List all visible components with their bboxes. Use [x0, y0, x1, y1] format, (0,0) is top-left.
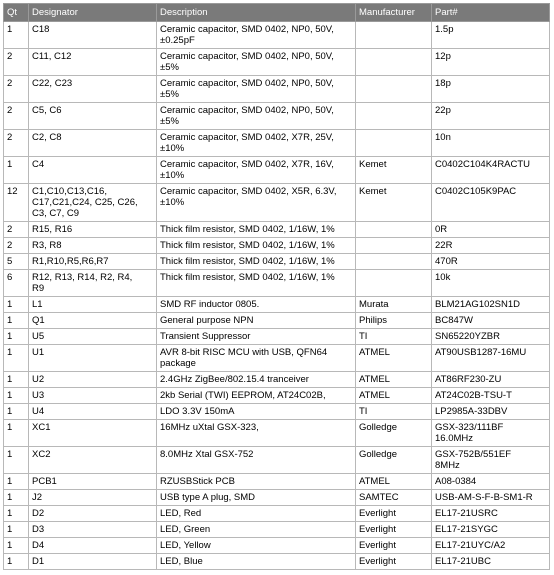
cell-description: Transient Suppressor — [157, 329, 356, 345]
cell-qt: 1 — [4, 522, 29, 538]
cell-manufacturer — [356, 222, 432, 238]
table-row — [4, 538, 550, 554]
cell-designator: R12, R13, R14, R2, R4, R9 — [29, 270, 157, 297]
cell-description: Ceramic capacitor, SMD 0402, X7R, 16V, ±10% — [157, 157, 356, 184]
cell-designator: D3 — [29, 522, 157, 538]
cell-manufacturer — [356, 238, 432, 254]
cell-manufacturer: Golledge — [356, 447, 432, 474]
cell-part-number: AT24C02B-TSU-T — [432, 388, 550, 404]
cell-part-number: EL17-21USRC — [432, 506, 550, 522]
cell-description: Ceramic capacitor, SMD 0402, NP0, 50V, ±5% — [157, 49, 356, 76]
cell-description: USB type A plug, SMD — [157, 490, 356, 506]
table-row — [4, 222, 550, 238]
table-row — [4, 184, 550, 222]
cell-part-number: 18p — [432, 76, 550, 103]
table-header — [4, 4, 550, 22]
cell-qt: 2 — [4, 238, 29, 254]
table-row — [4, 372, 550, 388]
table-row — [4, 313, 550, 329]
cell-designator: D2 — [29, 506, 157, 522]
cell-part-number: 22p — [432, 103, 550, 130]
table-row — [4, 238, 550, 254]
cell-manufacturer — [356, 130, 432, 157]
cell-designator: D4 — [29, 538, 157, 554]
cell-part-number: 1.5p — [432, 22, 550, 49]
table-row — [4, 506, 550, 522]
bom-table — [3, 3, 550, 570]
cell-designator: L1 — [29, 297, 157, 313]
cell-description: Ceramic capacitor, SMD 0402, X7R, 25V, ±10% — [157, 130, 356, 157]
cell-manufacturer: Kemet — [356, 184, 432, 222]
cell-description: Ceramic capacitor, SMD 0402, NP0, 50V, ±0.25pF — [157, 22, 356, 49]
cell-qt: 1 — [4, 447, 29, 474]
table-row — [4, 388, 550, 404]
cell-description: 16MHz uXtal GSX-323, — [157, 420, 356, 447]
cell-description: Ceramic capacitor, SMD 0402, X5R, 6.3V, ±10% — [157, 184, 356, 222]
table-row — [4, 345, 550, 372]
cell-description: Ceramic capacitor, SMD 0402, NP0, 50V, ±5% — [157, 103, 356, 130]
cell-description: 2kb Serial (TWI) EEPROM, AT24C02B, — [157, 388, 356, 404]
cell-qt: 2 — [4, 103, 29, 130]
cell-qt: 1 — [4, 22, 29, 49]
table-row — [4, 447, 550, 474]
cell-part-number: C0402C105K9PAC — [432, 184, 550, 222]
cell-part-number: C0402C104K4RACTU — [432, 157, 550, 184]
cell-part-number: GSX-323/111BF 16.0MHz — [432, 420, 550, 447]
cell-description: AVR 8-bit RISC MCU with USB, QFN64 package — [157, 345, 356, 372]
cell-manufacturer — [356, 22, 432, 49]
cell-qt: 1 — [4, 490, 29, 506]
cell-description: SMD RF inductor 0805. — [157, 297, 356, 313]
cell-qt: 1 — [4, 506, 29, 522]
table-row — [4, 130, 550, 157]
cell-manufacturer: TI — [356, 329, 432, 345]
cell-designator: R15, R16 — [29, 222, 157, 238]
cell-qt: 6 — [4, 270, 29, 297]
cell-manufacturer: Everlight — [356, 506, 432, 522]
table-row — [4, 254, 550, 270]
cell-designator: PCB1 — [29, 474, 157, 490]
cell-qt: 1 — [4, 345, 29, 372]
cell-qt: 12 — [4, 184, 29, 222]
table-row — [4, 103, 550, 130]
cell-qt: 1 — [4, 388, 29, 404]
cell-manufacturer: ATMEL — [356, 372, 432, 388]
cell-part-number: 22R — [432, 238, 550, 254]
cell-description: RZUSBStick PCB — [157, 474, 356, 490]
cell-description: Thick film resistor, SMD 0402, 1/16W, 1% — [157, 238, 356, 254]
cell-manufacturer: Everlight — [356, 554, 432, 570]
cell-qt: 1 — [4, 313, 29, 329]
cell-part-number: 10k — [432, 270, 550, 297]
cell-description: 8.0MHz Xtal GSX-752 — [157, 447, 356, 474]
cell-part-number: USB-AM-S-F-B-SM1-R — [432, 490, 550, 506]
cell-qt: 1 — [4, 420, 29, 447]
cell-qt: 2 — [4, 76, 29, 103]
cell-manufacturer: Golledge — [356, 420, 432, 447]
cell-description: LED, Red — [157, 506, 356, 522]
cell-description: Thick film resistor, SMD 0402, 1/16W, 1% — [157, 222, 356, 238]
cell-part-number: A08-0384 — [432, 474, 550, 490]
cell-designator: XC1 — [29, 420, 157, 447]
cell-designator: U3 — [29, 388, 157, 404]
cell-manufacturer: ATMEL — [356, 345, 432, 372]
cell-part-number: EL17-21SYGC — [432, 522, 550, 538]
cell-description: LED, Blue — [157, 554, 356, 570]
cell-designator: C1,C10,C13,C16, C17,C21,C24, C25, C26, C3, C7, C9 — [29, 184, 157, 222]
cell-manufacturer: Kemet — [356, 157, 432, 184]
cell-designator: C22, C23 — [29, 76, 157, 103]
header-manufacturer: Manufacturer — [356, 4, 432, 22]
cell-designator: C18 — [29, 22, 157, 49]
cell-part-number: GSX-752B/551EF 8MHz — [432, 447, 550, 474]
cell-part-number: LP2985A-33DBV — [432, 404, 550, 420]
cell-designator: U2 — [29, 372, 157, 388]
header-designator: Designator — [29, 4, 157, 22]
cell-qt: 1 — [4, 554, 29, 570]
cell-designator: C5, C6 — [29, 103, 157, 130]
header-description: Description — [157, 4, 356, 22]
cell-designator: J2 — [29, 490, 157, 506]
header-row — [4, 4, 550, 22]
cell-designator: R1,R10,R5,R6,R7 — [29, 254, 157, 270]
cell-part-number: EL17-21UBC — [432, 554, 550, 570]
cell-manufacturer: Philips — [356, 313, 432, 329]
header-qt: Qt — [4, 4, 29, 22]
header-part-number: Part# — [432, 4, 550, 22]
cell-part-number: AT86RF230-ZU — [432, 372, 550, 388]
table-body — [4, 22, 550, 570]
cell-manufacturer: Murata — [356, 297, 432, 313]
cell-qt: 1 — [4, 372, 29, 388]
table-row — [4, 49, 550, 76]
cell-description: General purpose NPN — [157, 313, 356, 329]
cell-designator: U1 — [29, 345, 157, 372]
table-row — [4, 554, 550, 570]
cell-manufacturer — [356, 49, 432, 76]
cell-manufacturer: Everlight — [356, 522, 432, 538]
cell-part-number: AT90USB1287-16MU — [432, 345, 550, 372]
table-row — [4, 329, 550, 345]
cell-qt: 1 — [4, 538, 29, 554]
table-row — [4, 490, 550, 506]
cell-part-number: BC847W — [432, 313, 550, 329]
cell-part-number: EL17-21UYC/A2 — [432, 538, 550, 554]
cell-part-number: SN65220YZBR — [432, 329, 550, 345]
cell-designator: XC2 — [29, 447, 157, 474]
cell-qt: 2 — [4, 130, 29, 157]
cell-part-number: BLM21AG102SN1D — [432, 297, 550, 313]
cell-qt: 1 — [4, 474, 29, 490]
cell-manufacturer: Everlight — [356, 538, 432, 554]
cell-qt: 1 — [4, 329, 29, 345]
cell-designator: U4 — [29, 404, 157, 420]
cell-part-number: 12p — [432, 49, 550, 76]
cell-designator: C11, C12 — [29, 49, 157, 76]
cell-part-number: 470R — [432, 254, 550, 270]
cell-manufacturer: TI — [356, 404, 432, 420]
cell-qt: 1 — [4, 297, 29, 313]
cell-designator: Q1 — [29, 313, 157, 329]
cell-manufacturer: ATMEL — [356, 388, 432, 404]
cell-description: LED, Yellow — [157, 538, 356, 554]
cell-manufacturer — [356, 76, 432, 103]
cell-qt: 1 — [4, 157, 29, 184]
cell-qt: 1 — [4, 404, 29, 420]
table-row — [4, 157, 550, 184]
bom-table-container — [3, 3, 549, 570]
cell-description: Ceramic capacitor, SMD 0402, NP0, 50V, ±5% — [157, 76, 356, 103]
table-row — [4, 22, 550, 49]
cell-designator: C4 — [29, 157, 157, 184]
cell-designator: R3, R8 — [29, 238, 157, 254]
cell-designator: U5 — [29, 329, 157, 345]
table-row — [4, 474, 550, 490]
cell-manufacturer — [356, 254, 432, 270]
cell-qt: 2 — [4, 49, 29, 76]
table-row — [4, 270, 550, 297]
cell-description: LDO 3.3V 150mA — [157, 404, 356, 420]
cell-part-number: 10n — [432, 130, 550, 157]
cell-description: Thick film resistor, SMD 0402, 1/16W, 1% — [157, 270, 356, 297]
cell-qt: 5 — [4, 254, 29, 270]
table-row — [4, 297, 550, 313]
cell-designator: D1 — [29, 554, 157, 570]
cell-qt: 2 — [4, 222, 29, 238]
table-row — [4, 404, 550, 420]
table-row — [4, 420, 550, 447]
cell-manufacturer: ATMEL — [356, 474, 432, 490]
cell-description: LED, Green — [157, 522, 356, 538]
cell-description: 2.4GHz ZigBee/802.15.4 tranceiver — [157, 372, 356, 388]
cell-designator: C2, C8 — [29, 130, 157, 157]
cell-description: Thick film resistor, SMD 0402, 1/16W, 1% — [157, 254, 356, 270]
table-row — [4, 76, 550, 103]
table-row — [4, 522, 550, 538]
cell-manufacturer: SAMTEC — [356, 490, 432, 506]
cell-manufacturer — [356, 103, 432, 130]
cell-manufacturer — [356, 270, 432, 297]
cell-part-number: 0R — [432, 222, 550, 238]
